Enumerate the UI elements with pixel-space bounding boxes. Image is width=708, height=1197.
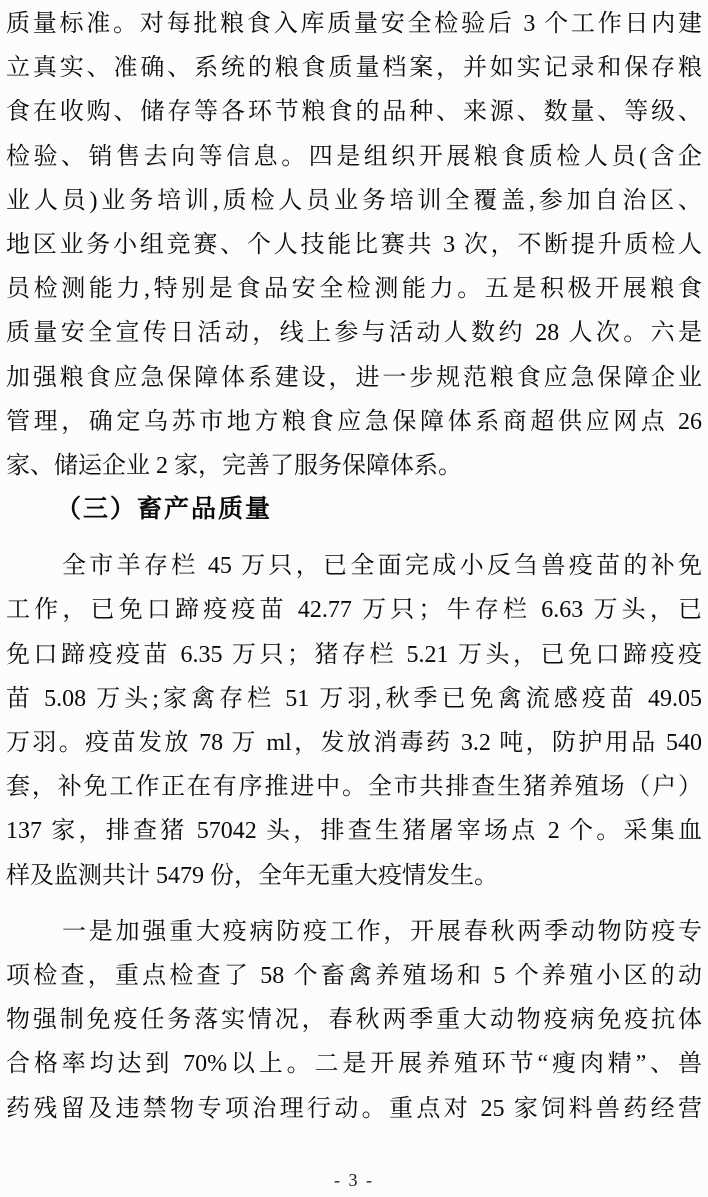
text-line: 员检测能力,特别是食品安全检测能力。五是积极开展粮食 bbox=[6, 276, 702, 303]
text-line: 项检查，重点检查了 58 个畜禽养殖场和 5 个养殖小区的动 bbox=[6, 962, 702, 989]
text-line: 套，补免工作正在有序推进中。全市共排查生猪养殖场（户） bbox=[6, 774, 702, 801]
page-body-text bbox=[6, 2, 702, 1131]
paragraph-epidemic-prevention bbox=[6, 910, 702, 1131]
text-line: 药残留及违禁物专项治理行动。重点对 25 家饲料兽药经营 bbox=[6, 1095, 702, 1122]
paragraph-grain-quality bbox=[6, 2, 702, 488]
text-line: 检验、销售去向等信息。四是组织开展粮食质检人员(含企 bbox=[6, 143, 702, 170]
text-line: 万羽。疫苗发放 78 万 ml，发放消毒药 3.2 吨，防护用品 540 bbox=[6, 730, 702, 756]
text-line: 免口蹄疫疫苗 6.35 万只；猪存栏 5.21 万头，已免口蹄疫疫 bbox=[6, 641, 702, 668]
text-line: 质量标准。对每批粮食入库质量安全检验后 3 个工作日内建 bbox=[6, 11, 702, 37]
text-line: 食在收购、储存等各环节粮食的品种、来源、数量、等级、 bbox=[6, 99, 702, 126]
text-line: 质量安全宣传日活动，线上参与活动人数约 28 人次。六是 bbox=[6, 320, 702, 347]
text-line: 立真实、准确、系统的粮食质量档案，并如实记录和保存粮 bbox=[6, 55, 702, 82]
text-line: 地区业务小组竞赛、个人技能比赛共 3 次，不断提升质检人 bbox=[6, 231, 702, 258]
text-line: 加强粮食应急保障体系建设，进一步规范粮食应急保障企业 bbox=[6, 364, 702, 391]
text-line: 样及监测共计 5479 份，全年无重大疫情发生。 bbox=[6, 862, 498, 889]
section-heading: （三）畜产品质量 bbox=[56, 496, 273, 524]
text-line: 全市羊存栏 45 万只，已全面完成小反刍兽疫苗的补免 bbox=[62, 553, 702, 580]
text-line: 管理，确定乌苏市地方粮食应急保障体系商超供应网点 26 bbox=[6, 408, 702, 435]
text-line: 家、储运企业 2 家，完善了服务保障体系。 bbox=[6, 452, 462, 479]
text-line: 物强制免疫任务落实情况，春秋两季重大动物疫病免疫抗体 bbox=[6, 1007, 702, 1034]
page-number: - 3 - bbox=[334, 1170, 374, 1190]
text-line: 工作，已免口蹄疫疫苗 42.77 万只；牛存栏 6.63 万头，已 bbox=[6, 597, 702, 624]
text-line: 一是加强重大疫病防疫工作，开展春秋两季动物防疫专 bbox=[62, 918, 702, 945]
text-line: 合格率均达到 70%以上。二是开展养殖环节“瘦肉精”、兽 bbox=[6, 1051, 702, 1078]
text-line: 苗 5.08 万头;家禽存栏 51 万羽,秋季已免禽流感疫苗 49.05 bbox=[6, 685, 702, 712]
text-line: 业人员)业务培训,质检人员业务培训全覆盖,参加自治区、 bbox=[6, 187, 702, 214]
paragraph-livestock-stats bbox=[6, 544, 702, 898]
text-line: 137 家，排查猪 57042 头，排查生猪屠宰场点 2 个。采集血 bbox=[6, 818, 702, 845]
